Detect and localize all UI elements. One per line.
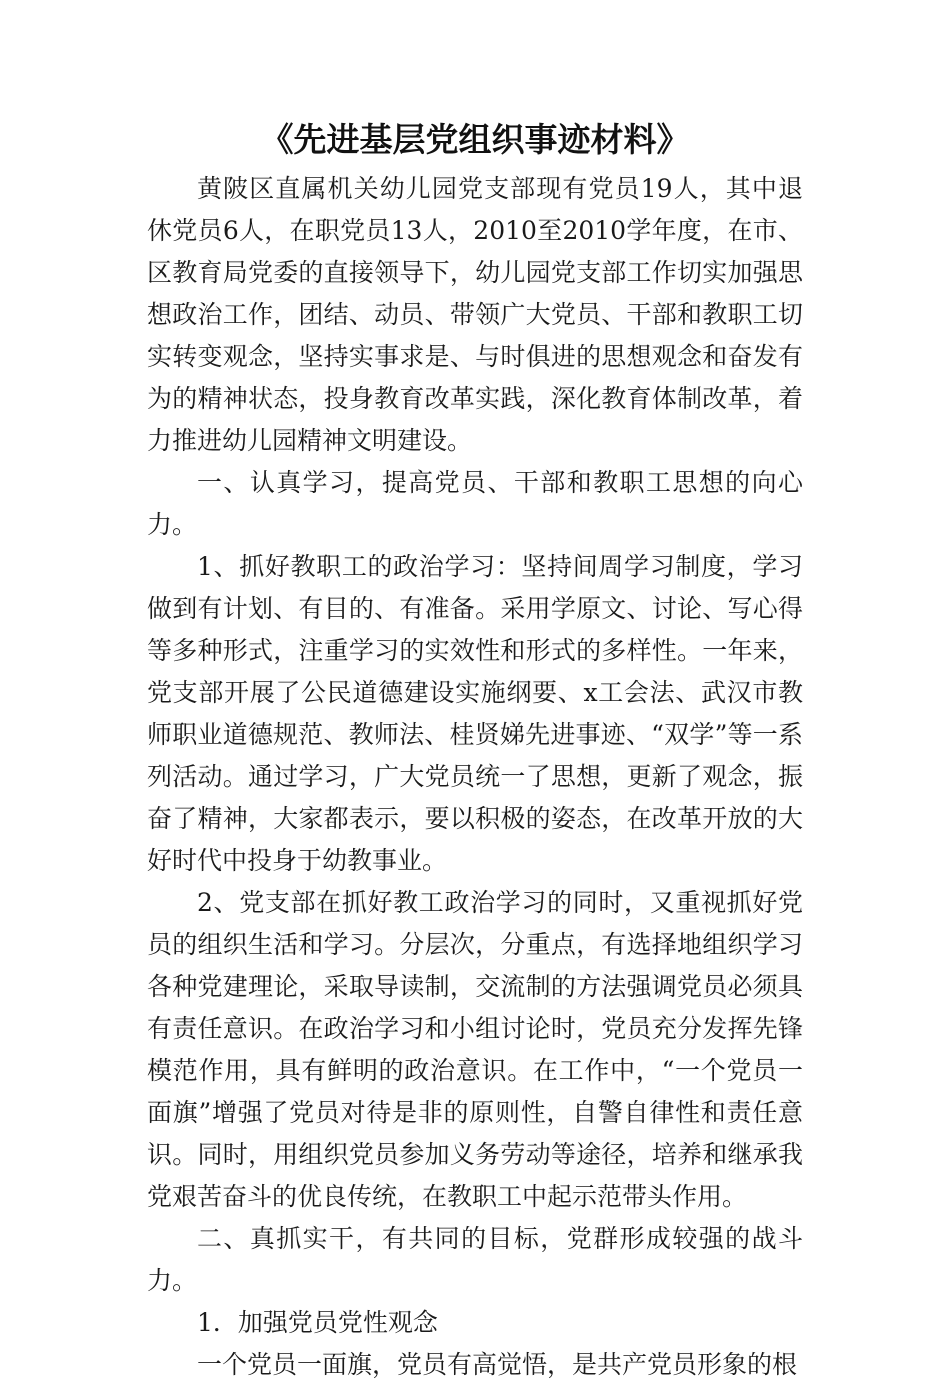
paragraph-section-1-item-2: 2、党支部在抓好教工政治学习的同时，又重视抓好党员的组织生活和学习。分层次，分重点，有选择地组织学习各种党建理论，采取导读制，交流制的方法强调党员必须具有责任意识。在政治学习和小组讨论时，党员充分发挥先锋模范作用，具有鲜明的政治意识。在工作中，“一个党员一面旗”增强了党员对待是非的原则性，自警自律性和责任意识。同时，用组织党员参加义务劳动等途径，培养和继承我党艰苦奋斗的优良传统，在教职工中起示范带头作用。	[147, 888, 803, 1211]
paragraph-section-2-heading: 二、真抓实干，有共同的目标，党群形成较强的战斗力。	[147, 1224, 803, 1295]
paragraph-section-2-item-1: 1．加强党员党性观念	[197, 1308, 438, 1337]
document-body	[147, 168, 803, 1386]
paragraph-section-2-body: 一个党员一面旗，党员有高觉悟，是共产党员形象的根	[197, 1350, 798, 1379]
document-title: 《先进基层党组织事迹材料》	[260, 120, 690, 159]
paragraph-intro: 黄陂区直属机关幼儿园党支部现有党员19人，其中退休党员6人，在职党员13人，2010至2010学年度，在市、区教育局党委的直接领导下，幼儿园党支部工作切实加强思想政治工作，团结、动员、带领广大党员、干部和教职工切实转变观念，坚持实事求是、与时俱进的思想观念和奋发有为的精神状态，投身教育改革实践，深化教育体制改革，着力推进幼儿园精神文明建设。	[147, 174, 803, 455]
paragraph-section-1-item-1: 1、抓好教职工的政治学习：坚持间周学习制度，学习做到有计划、有目的、有准备。采用学原文、讨论、写心得等多种形式，注重学习的实效性和形式的多样性。一年来，党支部开展了公民道德建设实施纲要、x工会法、武汉市教师职业道德规范、教师法、桂贤娣先进事迹、“双学”等一系列活动。通过学习，广大党员统一了思想，更新了观念，振奋了精神，大家都表示，要以积极的姿态，在改革开放的大好时代中投身于幼教事业。	[147, 552, 803, 875]
paragraph-section-1-heading: 一、认真学习，提高党员、干部和教职工思想的向心力。	[147, 468, 803, 539]
